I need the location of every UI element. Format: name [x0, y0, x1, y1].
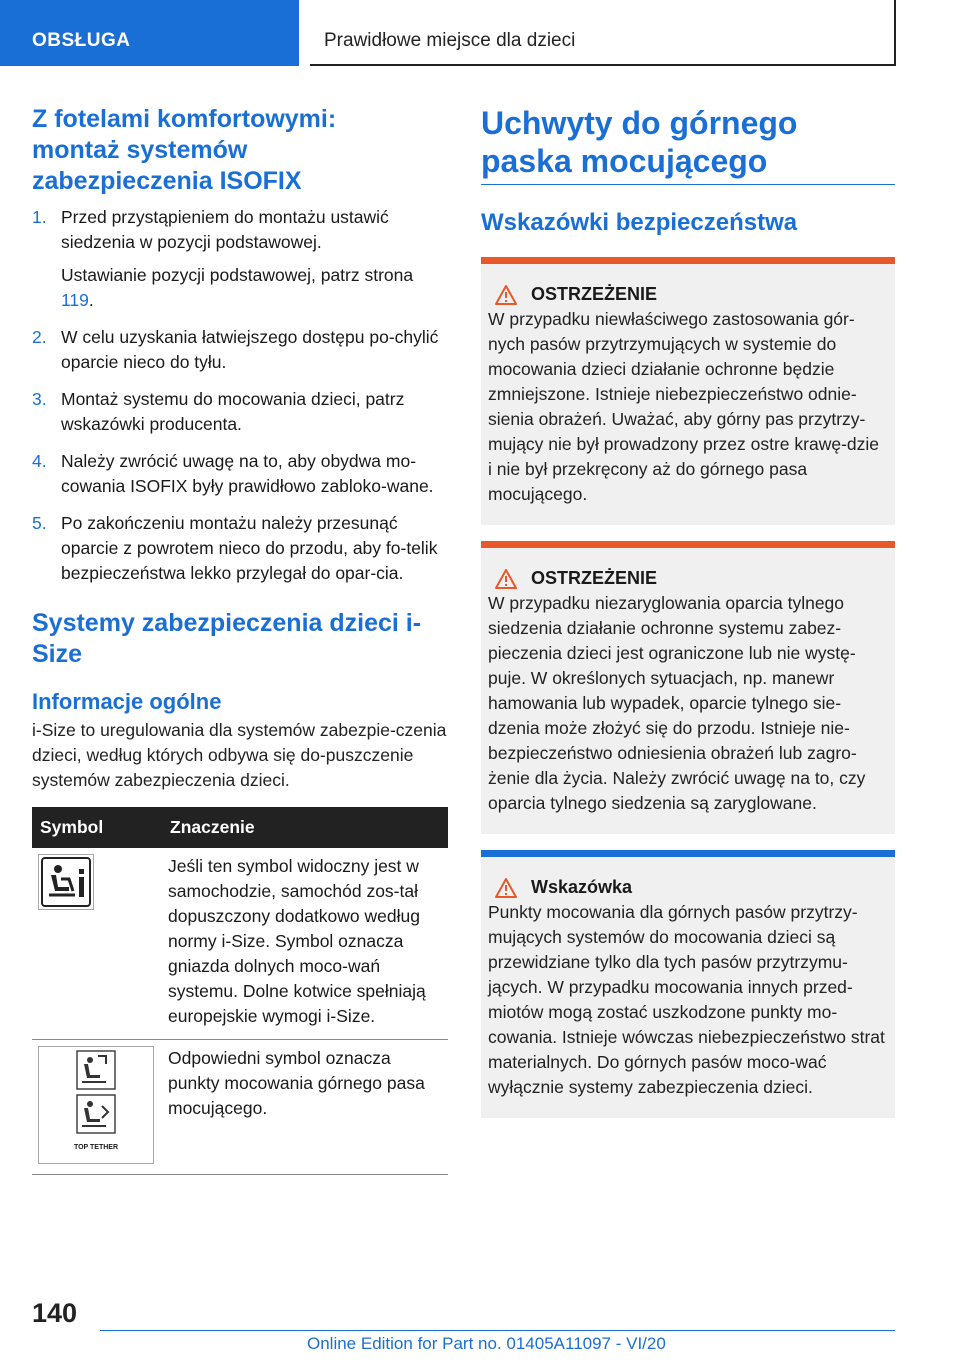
note-title-text: Wskazówka — [531, 877, 633, 897]
general-heading: Informacje ogólne — [32, 689, 222, 714]
note-box — [481, 850, 895, 1118]
warning-title-text: OSTRZEŻENIE — [531, 284, 658, 304]
note-text: Punkty mocowania dla górnych pasów przytrzy‐mujących systemów do mocowania dzieci są przewidziane tylko dla tych pasów przytrzymu‐jących. W przypadku mocowania innych przed‐miotów mogą zostać uszkodzone punkty mo‐cowania. Istnieje wówczas niebezpieczeństwo strat materialnych. Do górnych pasów moco‐wać wyłącznie systemy zabezpieczenia dzieci. — [488, 902, 885, 1097]
note-icon — [495, 878, 517, 898]
list-item — [32, 205, 448, 313]
table-row — [32, 848, 448, 1040]
note-title — [495, 877, 887, 898]
list-item — [32, 449, 448, 499]
warning-box — [481, 257, 895, 525]
symbol-cell — [32, 848, 162, 1040]
list-item — [32, 511, 448, 586]
meaning-cell: Jeśli ten symbol widoczny jest w samochodzie, samochód zos‐tał dopuszczony dodatkowo według normy i-Size. Symbol oznacza gniazda dolnych moco‐wań systemu. Dolne kotwice spełniają europejskie wymogi i-Size. — [162, 848, 448, 1040]
isize-heading: Systemy zabezpieczenia dzieci i-Size — [32, 609, 422, 668]
isize-seat-icon — [38, 854, 94, 910]
symbol-table — [32, 807, 448, 1175]
warning-title-text: OSTRZEŻENIE — [531, 568, 658, 588]
step-text: Po zakończeniu montażu należy przesunąć oparcie z powrotem nieco do przodu, aby fo‐telik bezpieczeństwa lekko przylegał do opar‐cia. — [61, 513, 438, 583]
page-title: Prawidłowe miejsce dla dzieci — [310, 0, 896, 66]
step-subtext — [61, 263, 448, 313]
warning-icon — [495, 569, 517, 589]
table-header-symbol: Symbol — [32, 807, 162, 848]
table-row — [32, 1040, 448, 1175]
meaning-cell: Odpowiedni symbol oznacza punkty mocowania górnego pasa mocującego. — [162, 1040, 448, 1175]
step-list — [32, 205, 448, 586]
warning-icon — [495, 285, 517, 305]
top-tether-icon — [38, 1046, 154, 1164]
table-header-meaning: Znaczenie — [162, 807, 448, 848]
subtext-label: Ustawianie pozycji podstawowej, patrz strona — [61, 265, 414, 285]
step-text: Należy zwrócić uwagę na to, aby obydwa mo‐cowania ISOFIX były prawidłowo zabloko‐wane. — [61, 451, 434, 496]
section-tab: OBSŁUGA — [0, 0, 299, 66]
list-item — [32, 387, 448, 437]
step-text: Montaż systemu do mocowania dzieci, patrz wskazówki producenta. — [61, 389, 405, 434]
page-number: 140 — [32, 1298, 78, 1328]
warning-text: W przypadku niezaryglowania oparcia tylnego siedzenia działanie ochronne systemu zabez‐pieczenia dzieci jest ograniczone lub nie wystę‐puje. W określonych sytuacjach, np. manewr hamowania lub wypadek, oparcie tylnego sie‐dzenia może złożyć się do przodu. Istnieje nie‐bezpieczeństwo odniesienia obrażeń lub zagro‐żenie dla życia. Należy zwrócić uwagę na to, czy oparcia tylnego siedzenia są zaryglowane. — [488, 593, 866, 813]
page-link[interactable]: 119 — [61, 290, 89, 310]
footer-divider — [100, 1330, 895, 1331]
general-text: i-Size to uregulowania dla systemów zabezpie‐czenia dzieci, według których odbywa się do‐puszczenie systemów zabezpieczenia dzieci. — [32, 720, 447, 790]
step-text: W celu uzyskania łatwiejszego dostępu po‐chylić oparcie nieco do tyłu. — [61, 327, 439, 372]
symbol-cell — [32, 1040, 162, 1175]
step-number: 4. — [32, 451, 47, 471]
left-column — [32, 104, 448, 1175]
warning-box — [481, 541, 895, 834]
step-text: Przed przystąpieniem do montażu ustawić siedzenia w pozycji podstawowej. — [61, 207, 389, 252]
safety-heading: Wskazówki bezpieczeństwa — [481, 209, 798, 236]
tether-label: TOP TETHER — [73, 1144, 119, 1151]
isofix-heading: Z fotelami komfortowymi: montaż systemów zabezpieczenia ISOFIX — [32, 105, 337, 195]
list-item — [32, 325, 448, 375]
step-number: 2. — [32, 327, 47, 347]
tether-heading: Uchwyty do górnego paska mocującego — [481, 104, 895, 185]
warning-title — [495, 568, 887, 589]
warning-text: W przypadku niewłaściwego zastosowania gór‐nych pasów przytrzymujących w systemie do mocowania dzieci działanie ochronne będzie zmniejszone. Istnieje niebezpieczeństwo odnie‐sienia obrażeń. Uważać, aby górny pas przytrzy‐mujący nie był prowadzony przez ostre krawę‐dzie i nie był przekręcony aż do górnego pasa mocującego. — [488, 309, 879, 504]
step-number: 3. — [32, 389, 47, 409]
footer-edition: Online Edition for Part no. 01405A11097 - VI/20 — [307, 1334, 666, 1353]
subtext-end: . — [88, 290, 94, 310]
warning-title — [495, 284, 887, 305]
step-number: 5. — [32, 513, 47, 533]
step-number: 1. — [32, 207, 47, 227]
right-column — [481, 104, 895, 1118]
